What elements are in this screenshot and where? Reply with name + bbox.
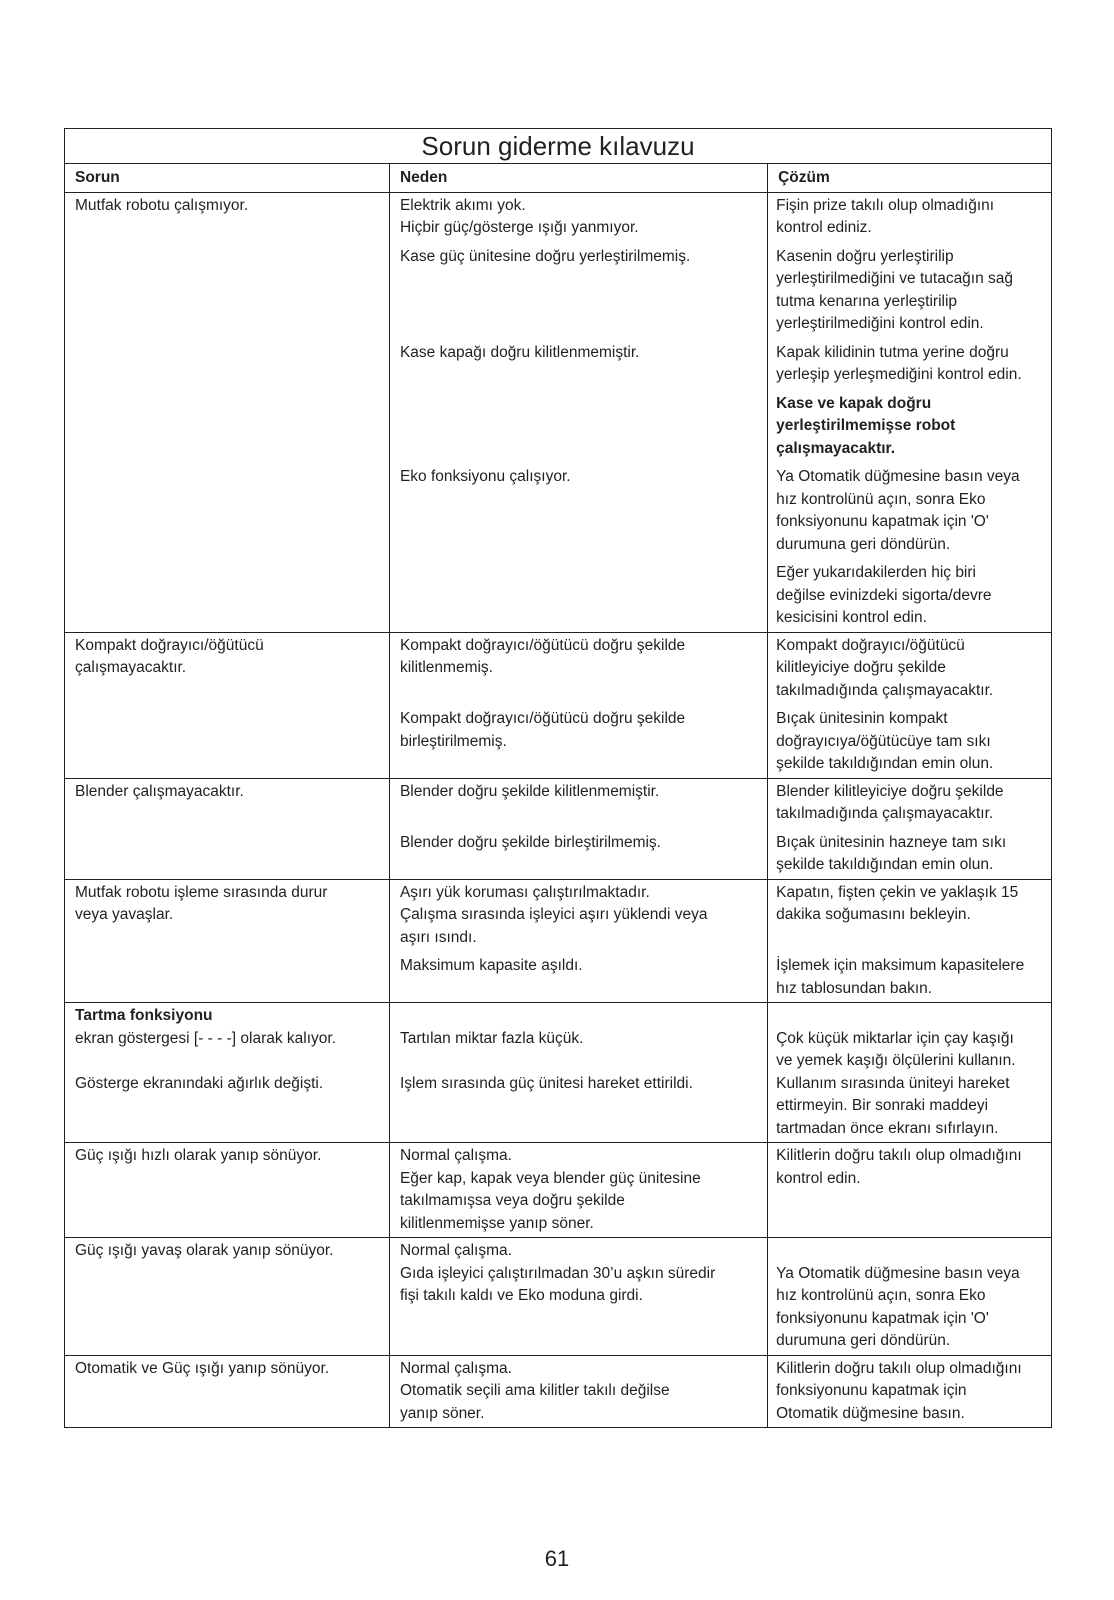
- header-cause: Neden: [389, 164, 767, 193]
- solution-text: yerleşip yerleşmediğini kontrol edin.: [776, 366, 1022, 383]
- solution-text: tutma kenarına yerleştirilip: [776, 292, 958, 310]
- solution-cell: [768, 1003, 1052, 1143]
- solution-text: fonksiyonunu kapatmak için: [776, 1382, 967, 1399]
- solution-text: Eğer yukarıdakilerden hiç biri: [776, 564, 976, 581]
- solution-text: fonksiyonunu kapatmak için 'O': [776, 1309, 989, 1327]
- table-title: Sorun giderme kılavuzu: [65, 129, 1052, 164]
- cause-text: Kase kapağı doğru kilitlenmemiştir.: [399, 343, 640, 361]
- solution-cell: [768, 778, 1052, 879]
- solution-text: hız kontrolünü açın, sonra Eko: [776, 1287, 986, 1304]
- cause-text: Kompakt doğrayıcı/öğütücü doğru şekilde: [399, 710, 686, 727]
- cause-cell: [389, 879, 767, 1003]
- solution-warning: Kase ve kapak doğru: [776, 394, 932, 412]
- problem-text: Mutfak robotu işleme sırasında durur: [75, 883, 328, 901]
- solution-text: hız kontrolünü açın, sonra Eko: [776, 490, 986, 508]
- solution-text: takılmadığında çalışmayacaktır.: [776, 805, 994, 822]
- solution-text: Kasenin doğru yerleştirilip: [776, 247, 954, 265]
- solution-cell: [768, 1238, 1052, 1356]
- problem-text: Gösterge ekranındaki ağırlık değişti.: [75, 1074, 324, 1092]
- solution-cell: [768, 192, 1052, 632]
- header-solution: Çözüm: [768, 164, 1052, 193]
- cause-text: Hiçbir güç/gösterge ışığı yanmıyor.: [399, 219, 639, 236]
- problem-cell: [65, 778, 390, 879]
- table-row: [65, 632, 1052, 778]
- solution-text: yerleştirilmediğini kontrol edin.: [776, 315, 984, 332]
- problem-text: veya yavaşlar.: [75, 906, 174, 923]
- solution-text: ve yemek kaşığı ölçülerini kullanın.: [776, 1052, 1016, 1069]
- cause-text: Kase güç ünitesine doğru yerleştirilmemiş.: [399, 247, 691, 265]
- table-row: [65, 1355, 1052, 1428]
- problem-cell: [65, 1238, 390, 1356]
- solution-text: yerleştirilmediğini ve tutacağın sağ: [776, 270, 1014, 287]
- cause-text: Gıda işleyici çalıştırılmadan 30’u aşkın süredir: [399, 1264, 716, 1282]
- solution-text: takılmadığında çalışmayacaktır.: [776, 681, 994, 699]
- table-row: [65, 778, 1052, 879]
- solution-text: tartmadan önce ekranı sıfırlayın.: [776, 1119, 999, 1137]
- solution-text: İşlemek için maksimum kapasitelere: [776, 957, 1025, 974]
- solution-text: kontrol ediniz.: [776, 219, 872, 236]
- problem-text: çalışmayacaktır.: [75, 659, 187, 676]
- solution-cell: [768, 879, 1052, 1003]
- cause-cell: [389, 1143, 767, 1238]
- solution-text: durumuna geri döndürün.: [776, 1332, 951, 1349]
- table-row: [65, 1238, 1052, 1356]
- troubleshooting-table: [64, 128, 1052, 1428]
- cause-text: Eko fonksiyonu çalışıyor.: [399, 468, 571, 485]
- solution-text: Fişin prize takılı olup olmadığını: [776, 196, 995, 214]
- solution-text: ettirmeyin. Bir sonraki maddeyi: [776, 1097, 989, 1114]
- solution-text: doğrayıcıya/öğütücüye tam sıkı: [776, 732, 991, 750]
- page-number: 61: [544, 1546, 570, 1571]
- cause-text: Blender doğru şekilde kilitlenmemiştir.: [399, 782, 660, 800]
- solution-text: kilitleyiciye doğru şekilde: [776, 659, 946, 676]
- cause-cell: [389, 778, 767, 879]
- cause-text: birleştirilmemiş.: [399, 732, 507, 750]
- solution-text: Kilitlerin doğru takılı olup olmadığını: [776, 1147, 1022, 1164]
- problem-cell: [65, 632, 390, 778]
- cause-text: Maksimum kapasite aşıldı.: [399, 957, 583, 974]
- solution-text: Ya Otomatik düğmesine basın veya: [776, 1264, 1020, 1282]
- table-row: [65, 1143, 1052, 1238]
- cause-text: yanıp söner.: [399, 1404, 485, 1422]
- problem-heading: Tartma fonksiyonu: [75, 1007, 213, 1024]
- solution-text: Kullanım sırasında üniteyi hareket: [776, 1074, 1010, 1092]
- solution-text: Otomatik düğmesine basın.: [776, 1404, 965, 1422]
- problem-text: Mutfak robotu çalışmıyor.: [75, 196, 249, 214]
- problem-text: Blender çalışmayacaktır.: [75, 782, 244, 800]
- problem-cell: [65, 1355, 390, 1428]
- cause-text: Işlem sırasında güç ünitesi hareket ettirildi.: [399, 1074, 693, 1092]
- table-row: [65, 192, 1052, 632]
- cause-text: takılmamışsa veya doğru şekilde: [399, 1192, 625, 1209]
- problem-cell: [65, 879, 390, 1003]
- solution-text: Kompakt doğrayıcı/öğütücü: [776, 636, 965, 654]
- problem-text: Güç ışığı yavaş olarak yanıp sönüyor.: [75, 1242, 334, 1259]
- solution-text: Kapak kilidinin tutma yerine doğru: [776, 343, 1009, 361]
- cause-text: Eğer kap, kapak veya blender güç ünitesine: [399, 1169, 701, 1187]
- solution-text: Bıçak ünitesinin hazneye tam sıkı: [776, 833, 1007, 851]
- solution-warning: yerleştirilmemişse robot: [776, 417, 956, 434]
- solution-text: kesicisini kontrol edin.: [776, 609, 927, 626]
- header-problem: Sorun: [65, 164, 390, 193]
- solution-text: şekilde takıldığından emin olun.: [776, 755, 994, 772]
- solution-text: Çok küçük miktarlar için çay kaşığı: [776, 1029, 1014, 1047]
- solution-text: Ya Otomatik düğmesine basın veya: [776, 468, 1020, 485]
- cause-text: Aşırı yük koruması çalıştırılmaktadır.: [399, 883, 650, 901]
- cause-cell: [389, 1003, 767, 1143]
- cause-text: Tartılan miktar fazla küçük.: [399, 1029, 584, 1047]
- cause-text: Blender doğru şekilde birleştirilmemiş.: [399, 833, 661, 851]
- solution-cell: [768, 632, 1052, 778]
- cause-text: Normal çalışma.: [399, 1242, 512, 1259]
- cause-text: kilitlenmemişse yanıp söner.: [399, 1214, 594, 1232]
- cause-cell: [389, 1238, 767, 1356]
- cause-text: fişi takılı kaldı ve Eko moduna girdi.: [399, 1287, 643, 1304]
- table-row: [65, 1003, 1052, 1143]
- solution-text: şekilde takıldığından emin olun.: [776, 856, 994, 873]
- solution-text: fonksiyonunu kapatmak için 'O': [776, 513, 989, 530]
- cause-cell: [389, 632, 767, 778]
- cause-text: Çalışma sırasında işleyici aşırı yüklendi veya: [399, 906, 708, 923]
- solution-text: Blender kilitleyiciye doğru şekilde: [776, 782, 1004, 800]
- problem-text: Kompakt doğrayıcı/öğütücü: [75, 636, 264, 654]
- problem-text: Otomatik ve Güç ışığı yanıp sönüyor.: [75, 1359, 330, 1377]
- cause-text: Elektrik akımı yok.: [399, 196, 526, 214]
- cause-text: aşırı ısındı.: [399, 928, 477, 946]
- solution-cell: [768, 1143, 1052, 1238]
- problem-text: ekran göstergesi [- - - -] olarak kalıyor.: [75, 1029, 337, 1047]
- cause-text: kilitlenmemiş.: [399, 659, 493, 676]
- cause-cell: [389, 1355, 767, 1428]
- cause-cell: [389, 192, 767, 632]
- table-row: [65, 879, 1052, 1003]
- solution-text: dakika soğumasını bekleyin.: [776, 906, 971, 923]
- problem-text: Güç ışığı hızlı olarak yanıp sönüyor.: [75, 1147, 322, 1164]
- cause-text: Otomatik seçili ama kilitler takılı değilse: [399, 1382, 670, 1399]
- problem-cell: [65, 1143, 390, 1238]
- solution-text: hız tablosundan bakın.: [776, 979, 933, 997]
- solution-cell: [768, 1355, 1052, 1428]
- problem-cell: [65, 192, 390, 632]
- cause-text: Normal çalışma.: [399, 1359, 512, 1377]
- solution-text: değilse evinizdeki sigorta/devre: [776, 586, 992, 604]
- solution-text: Kilitlerin doğru takılı olup olmadığını: [776, 1359, 1022, 1377]
- cause-text: Normal çalışma.: [399, 1147, 512, 1164]
- solution-text: Kapatın, fişten çekin ve yaklaşık 15: [776, 883, 1019, 901]
- solution-warning: çalışmayacaktır.: [776, 439, 896, 457]
- solution-text: durumuna geri döndürün.: [776, 535, 951, 553]
- problem-cell: [65, 1003, 390, 1143]
- solution-text: kontrol edin.: [776, 1169, 861, 1187]
- solution-text: Bıçak ünitesinin kompakt: [776, 710, 948, 727]
- cause-text: Kompakt doğrayıcı/öğütücü doğru şekilde: [399, 636, 686, 654]
